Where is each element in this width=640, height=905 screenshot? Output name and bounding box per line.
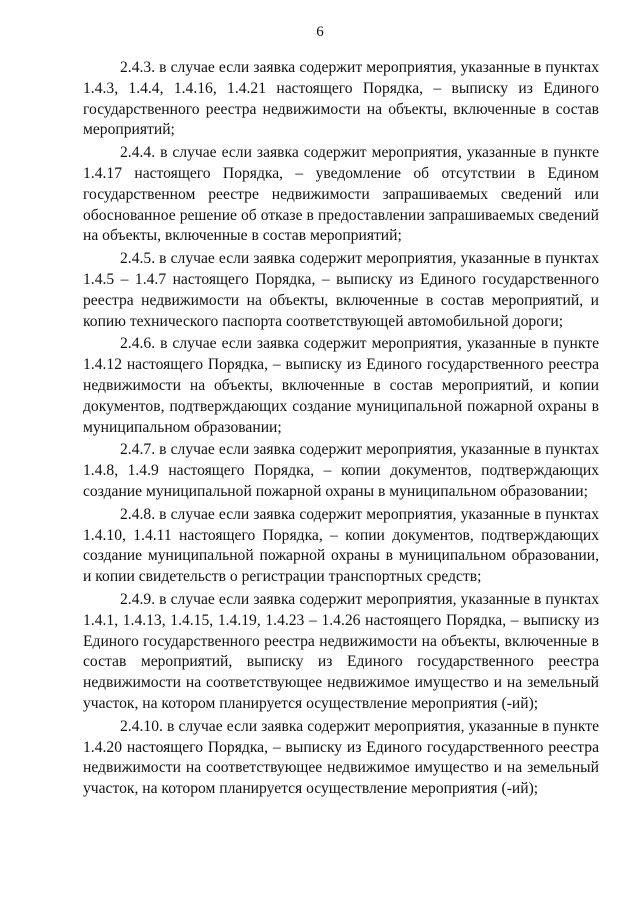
page-number: 6 bbox=[316, 24, 324, 40]
paragraph-2-4-9: 2.4.9. в случае если заявка содержит мероприятия, указанные в пунктах 1.4.1, 1.4.13, 1.4.15, 1.4.19, 1.4.23 – 1.4.26 настоящего Порядка, – выписку из Единого государственного реестра недвижимости на объекты, включенные в состав мероприятий, выписку из Единого государственного реестра недвижимости на соответствующее недвижимое имущество и на земельный участок, на котором планируется осуществление мероприятия (-ий); bbox=[83, 590, 599, 712]
paragraph-2-4-4: 2.4.4. в случае если заявка содержит мероприятия, указанные в пункте 1.4.17 настоящего Порядка, – уведомление об отсутствии в Едином государственном реестре недвижимости запрашиваемых сведений или обоснованное решение об отказе в предоставлении запрашиваемых сведений на объекты, включенные в состав мероприятий; bbox=[83, 144, 599, 245]
document-body bbox=[83, 58, 599, 802]
paragraph-2-4-6: 2.4.6. в случае если заявка содержит мероприятия, указанные в пункте 1.4.12 настоящего Порядка, – выписку из Единого государственного реестра недвижимости на объекты, включенные в состав мероприятий, и копии документов, подтверждающих создание муниципальной пожарной охраны в муниципальном образовании; bbox=[83, 335, 599, 436]
paragraph-2-4-7: 2.4.7. в случае если заявка содержит мероприятия, указанные в пунктах 1.4.8, 1.4.9 настоящего Порядка, – копии документов, подтверждающих создание муниципальной пожарной охраны в муниципальном образовании; bbox=[83, 441, 599, 500]
paragraph-2-4-8: 2.4.8. в случае если заявка содержит мероприятия, указанные в пунктах 1.4.10, 1.4.11 настоящего Порядка, – копии документов, подтверждающих создание муниципальной пожарной охраны в муниципальном образовании, и копии свидетельств о регистрации транспортных средств; bbox=[83, 505, 599, 586]
paragraph-2-4-5: 2.4.5. в случае если заявка содержит мероприятия, указанные в пунктах 1.4.5 – 1.4.7 настоящего Порядка, – выписку из Единого государственного реестра недвижимости на объекты, включенные в состав мероприятий, и копию технического паспорта соответствующей автомобильной дороги; bbox=[83, 250, 599, 330]
paragraph-2-4-3: 2.4.3. в случае если заявка содержит мероприятия, указанные в пунктах 1.4.3, 1.4.4, 1.4.16, 1.4.21 настоящего Порядка, – выписку из Единого государственного реестра недвижимости на объекты, включенные в состав мероприятий; bbox=[83, 59, 599, 139]
paragraph-2-4-10: 2.4.10. в случае если заявка содержит мероприятия, указанные в пункте 1.4.20 настоящего Порядка, – выписку из Единого государственного реестра недвижимости на соответствующее недвижимое имущество и на земельный участок, на котором планируется осуществление мероприятия (-ий); bbox=[83, 717, 599, 798]
